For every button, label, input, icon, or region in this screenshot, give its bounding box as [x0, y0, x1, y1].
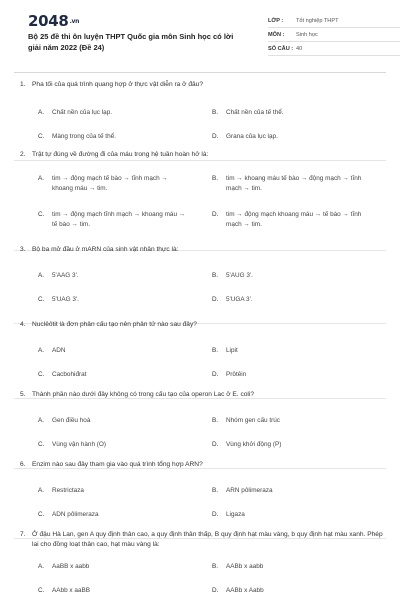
option-text: tim → động mạch khoang máu → tế bào → tĩnh mạch → tim. — [226, 211, 362, 228]
option-text: ARN pôlimeraza — [226, 487, 273, 494]
options — [14, 476, 386, 530]
option-c[interactable] — [38, 440, 106, 450]
option-b[interactable] — [212, 174, 372, 193]
option-letter: B. — [212, 109, 219, 116]
option-text: 5'AAG 3'. — [52, 272, 79, 279]
header-divider — [14, 72, 386, 73]
meta-key: SỐ CÂU : — [268, 45, 294, 52]
option-text: Lipit — [226, 347, 238, 354]
question-text — [14, 460, 386, 470]
meta-row-count — [268, 42, 400, 56]
option-d[interactable] — [212, 132, 278, 142]
option-letter: C. — [38, 211, 45, 218]
option-b[interactable] — [212, 416, 280, 426]
question-body: Pha tối của quá trình quang hợp ở thực vật diễn ra ở đâu? — [32, 81, 203, 88]
option-a[interactable] — [38, 486, 84, 496]
question-number: 6. — [20, 461, 26, 468]
question-3 — [14, 245, 386, 324]
option-b[interactable] — [212, 486, 273, 496]
option-text: tim → động mạch tế bào → tĩnh mạch → khoang máu → tim. — [52, 175, 168, 192]
meta-row-subject — [268, 28, 400, 42]
option-letter: D. — [212, 133, 219, 140]
option-d[interactable] — [212, 370, 246, 380]
option-text: Ligaza — [226, 511, 245, 518]
option-text: AABb x aabb — [226, 563, 264, 570]
option-text: 5'UAG 3'. — [52, 296, 79, 303]
option-d[interactable] — [212, 295, 253, 305]
option-letter: B. — [212, 487, 219, 494]
option-text: Nhóm gen cấu trúc — [226, 417, 280, 424]
option-a[interactable] — [38, 108, 112, 118]
options — [14, 406, 386, 460]
option-letter: C. — [38, 441, 45, 448]
logo-text: 2048 — [28, 12, 69, 30]
question-number: 7. — [20, 531, 26, 538]
question-text — [14, 245, 386, 255]
option-letter: B. — [212, 272, 219, 279]
option-d[interactable] — [212, 440, 281, 450]
option-text: ADN pôlimeraza — [52, 511, 99, 518]
option-d[interactable] — [212, 586, 264, 596]
document-header — [14, 0, 386, 66]
question-body: Bộ ba mở đầu ở mARN của sinh vật nhân thực là: — [32, 246, 179, 253]
option-text: Restrictaza — [52, 487, 84, 494]
question-text — [14, 530, 386, 550]
options — [14, 261, 386, 315]
question-body: Nuclêôtit là đơn phân cấu tạo nên phân tử nào sau đây? — [32, 321, 197, 328]
option-text: AABb x Aabb — [226, 587, 264, 594]
option-letter: C. — [38, 371, 45, 378]
option-text: AAbb x aaBB — [52, 587, 91, 594]
question-body: Thành phần nào dưới đây không có trong cấu tạo của operon Lac ở E. coli? — [32, 391, 255, 398]
option-c[interactable] — [38, 370, 86, 380]
question-5 — [14, 390, 386, 469]
option-c[interactable] — [38, 295, 79, 305]
site-logo[interactable] — [28, 12, 79, 30]
option-text: Màng trong của tế thể. — [52, 133, 116, 140]
question-text — [14, 390, 386, 400]
option-letter: A. — [38, 347, 45, 354]
option-a[interactable] — [38, 174, 188, 193]
meta-value: Tốt nghiệp THPT — [296, 17, 339, 24]
question-text — [14, 80, 386, 90]
option-text: 5'AUG 3'. — [226, 272, 253, 279]
option-text: Chất nền của lục lạp. — [52, 109, 113, 116]
question-2 — [14, 150, 386, 251]
meta-key: MÔN : — [268, 31, 285, 38]
option-text: Vùng khởi động (P) — [226, 441, 282, 448]
option-letter: C. — [38, 511, 45, 518]
option-letter: C. — [38, 133, 45, 140]
option-letter: B. — [212, 347, 219, 354]
meta-key: LỚP : — [268, 17, 284, 24]
options — [14, 336, 386, 390]
options — [14, 166, 386, 242]
option-c[interactable] — [38, 510, 99, 520]
option-text: Prôtêin — [226, 371, 247, 378]
question-text — [14, 320, 386, 330]
option-letter: A. — [38, 109, 45, 116]
question-body: Ở đậu Hà Lan, gen A quy định thân cao, a quy định thân thấp, B quy định hạt màu vàng, b quy định hạt màu xanh. Phép lai cho đồng loạt thân cao, hạt màu vàng là: — [32, 531, 383, 548]
option-letter: D. — [212, 371, 219, 378]
question-number: 2. — [20, 151, 26, 158]
option-text: Gen điều hoà — [52, 417, 91, 424]
option-c[interactable] — [38, 586, 90, 596]
option-letter: D. — [212, 511, 219, 518]
question-text — [14, 150, 386, 160]
question-7 — [14, 530, 386, 600]
option-c[interactable] — [38, 210, 188, 229]
option-text: Vùng vận hành (O) — [52, 441, 106, 448]
option-a[interactable] — [38, 562, 89, 572]
option-letter: A. — [38, 417, 45, 424]
option-b[interactable] — [212, 108, 284, 118]
meta-value: Sinh học — [296, 31, 318, 38]
option-d[interactable] — [212, 510, 245, 520]
option-letter: C. — [38, 296, 45, 303]
option-letter: A. — [38, 563, 45, 570]
option-letter: B. — [212, 417, 219, 424]
question-4 — [14, 320, 386, 399]
question-1 — [14, 80, 386, 161]
option-a[interactable] — [38, 346, 66, 356]
option-letter: D. — [212, 587, 219, 594]
option-text: Chất nền của tế thể. — [226, 109, 284, 116]
option-text: Grana của lục lạp. — [226, 133, 278, 140]
option-letter: C. — [38, 587, 45, 594]
option-b[interactable] — [212, 562, 263, 572]
option-text: tim → khoang máu tế bào → động mạch → tĩnh mạch → tim. — [226, 175, 362, 192]
option-b[interactable] — [212, 271, 253, 281]
question-number: 5. — [20, 391, 26, 398]
option-text: AaBB x aabb — [52, 563, 90, 570]
option-letter: D. — [212, 211, 219, 218]
meta-value: 40 — [296, 45, 303, 52]
document-meta — [268, 14, 400, 56]
option-letter: D. — [212, 296, 219, 303]
question-6 — [14, 460, 386, 539]
question-number: 3. — [20, 246, 26, 253]
meta-row-class — [268, 14, 400, 28]
option-letter: B. — [212, 175, 219, 182]
question-number: 4. — [20, 321, 26, 328]
option-text: 5'UGA 3'. — [226, 296, 253, 303]
option-letter: A. — [38, 175, 45, 182]
options — [14, 96, 386, 152]
option-c[interactable] — [38, 132, 116, 142]
option-text: ADN — [52, 347, 66, 354]
option-text: tim → động mạch tĩnh mạch → khoang máu → tế bào → tim. — [52, 211, 186, 228]
logo-suffix: .vn — [69, 18, 80, 25]
option-b[interactable] — [212, 346, 238, 356]
option-letter: A. — [38, 487, 45, 494]
question-body: Trật tự đúng về đường đi của máu trong hệ tuần hoàn hở là: — [32, 151, 209, 158]
option-letter: B. — [212, 563, 219, 570]
options — [14, 556, 386, 600]
option-text: Cacbohiđrat — [52, 371, 87, 378]
option-letter: A. — [38, 272, 45, 279]
option-a[interactable] — [38, 271, 79, 281]
option-a[interactable] — [38, 416, 90, 426]
question-number: 1. — [20, 81, 26, 88]
document-title: Bộ 25 đề thi ôn luyện THPT Quốc gia môn Sinh học có lời giải năm 2022 (Đề 24) — [28, 32, 234, 52]
option-letter: D. — [212, 441, 219, 448]
question-body: Enzim nào sau đây tham gia vào quá trình tổng hợp ARN? — [32, 461, 203, 468]
option-d[interactable] — [212, 210, 372, 229]
